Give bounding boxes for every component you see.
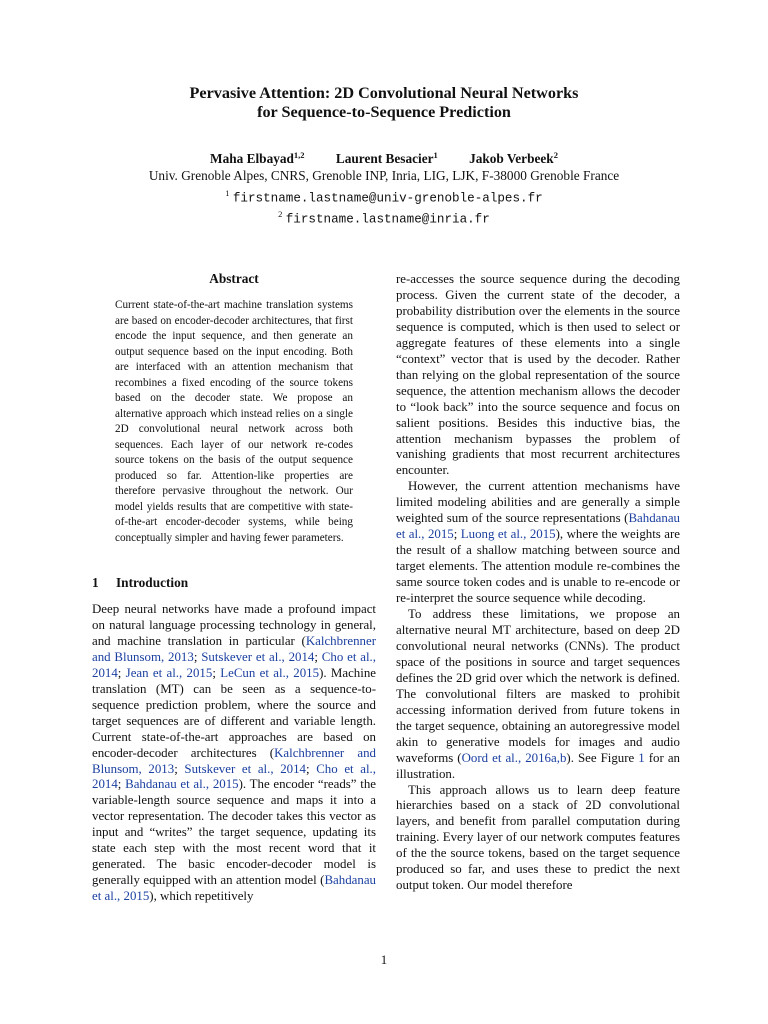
- author-3: Jakob Verbeek$^2$: [469, 150, 558, 167]
- author-list: [0, 150, 768, 167]
- title-line-2: for Sequence-to-Sequence Prediction: [257, 103, 511, 121]
- citation-link[interactable]: Cho et al., 2014: [92, 649, 376, 680]
- citation-link[interactable]: Bahdanau et al., 2015: [125, 777, 239, 792]
- email-1: $^1$ firstname.lastname@univ-grenoble-alpes.fr: [225, 187, 543, 205]
- section-number: 1: [92, 575, 99, 590]
- abstract-text: Current state-of-the-art machine translation systems are based on encoder-decoder architectures, that first encode the input sequence, and then generate an output sequence based on the input encoding. Both are interfaced with an attention mechanism that recombines a fixed encoding of the source tokens based on the decoder state. We propose an alternative approach which instead relies on a single 2D convolutional neural network across both sequences. Each layer of our network re-codes source tokens on the basis of the output sequence produced so far. Attention-like properties are therefore pervasive throughout the network. Our model yields results that are competitive with state-of-the-art encoder-decoder systems, while being conceptually simpler and having fewer parameters.: [115, 299, 353, 544]
- citation-link[interactable]: LeCun et al., 2015: [220, 665, 320, 680]
- figure-link[interactable]: 1: [638, 750, 645, 765]
- right-column: [396, 272, 680, 894]
- citation-link[interactable]: Bahdanau et al., 2015: [92, 873, 376, 904]
- page-number: 1: [380, 953, 388, 967]
- citation-link[interactable]: Oord et al., 2016a,b: [461, 750, 567, 765]
- author-2: Laurent Besacier$^1$: [335, 150, 438, 167]
- paragraph-1-continued: re-accesses the source sequence during the decoding process. Given the current state of the decoder, a probability distribution over the elements in the source sequence is computed, which is then used to select or aggregate features of these elements into a single “context” vector that is used by the decoder. Rather than relying on the global representation of the source sequence, the attention mechanism allows the decoder to “look back” into the source sequence and focus on salient positions. Besides this inductive bias, the attention mechanism bypasses the problem of vanishing gradients that most recurrent architectures encounter.: [396, 272, 680, 478]
- email-2: $^2$ firstname.lastname@inria.fr: [278, 209, 490, 227]
- paper-title: [0, 84, 768, 122]
- author-1: Maha Elbayad$^{1,2}$: [210, 150, 305, 167]
- citation-link[interactable]: Sutskever et al., 2014: [201, 649, 315, 664]
- citation-link[interactable]: Bahdanau et al., 2015: [396, 511, 680, 542]
- citation-link[interactable]: Cho et al., 2014: [92, 761, 376, 792]
- citation-link[interactable]: Jean et al., 2015: [125, 665, 213, 680]
- affiliation: Univ. Grenoble Alpes, CNRS, Grenoble INP, Inria, LIG, LJK, F-38000 Grenoble France: [148, 168, 620, 183]
- intro-paragraph-2: However, the current attention mechanisms have limited modeling abilities and are generally a simple weighted sum of the source representations (Bahdanau et al., 2015; Luong et al., 2015), where the weights are the result of a shallow matching between source and target elements. The attention module re-combines the same source token codes and is unable to re-encode or re-interpret the source sequence while decoding.: [396, 479, 680, 606]
- citation-link[interactable]: Kalchbrenner and Blunsom, 2013: [92, 745, 376, 776]
- affiliation-block: [0, 168, 768, 228]
- abstract-heading: Abstract: [209, 271, 259, 286]
- intro-paragraph-3: To address these limitations, we propose an alternative neural MT architecture, based on deep 2D convolutional neural networks (CNNs). The product space of the positions in source and target sequences defines the 2D grid over which the network is defined. The convolutional filters are masked to prohibit accessing information derived from future tokens in the target sequence, obtaining an autoregressive model akin to generative models for images and audio waveforms (Oord et al., 2016a,b). See Figure 1 for an illustration.: [396, 607, 680, 781]
- citation-link[interactable]: Kalchbrenner and Blunsom, 2013: [92, 633, 376, 664]
- left-column: [92, 602, 376, 905]
- citation-link[interactable]: Sutskever et al., 2014: [184, 761, 306, 776]
- paragraph-1-split: ), which repetitively: [149, 889, 254, 904]
- intro-paragraph-4: This approach allows us to learn deep feature hierarchies based on a stack of 2D convolutional layers, and benefit from parallel computation during training. Every layer of our network computes features of the the source tokens, based on the target sequence produced so far, and uses these to predict the next output token. Our model therefore: [396, 782, 680, 893]
- intro-paragraph-1: Deep neural networks have made a profound impact on natural language processing technology in general, and machine translation in particular (Kalchbrenner and Blunsom, 2013; Sutskever et al., 2014; Cho et al., 2014; Jean et al., 2015; LeCun et al., 2015). Machine translation (MT) can be seen as a sequence-to-sequence prediction problem, where the source and target sequences are of different and variable length. Current state-of-the-art approaches are based on encoder-decoder architectures (Kalchbrenner and Blunsom, 2013; Sutskever et al., 2014; Cho et al., 2014; Bahdanau et al., 2015). The encoder “reads” the variable-length source sequence and maps it into a vector representation. The decoder takes this vector as input and “writes” the target sequence, updating its state each step with the most recent word that it generated. The basic encoder-decoder model is generally equipped with an attention model (Bahdanau et al., 2015), which repetitively: [92, 602, 376, 904]
- section-title: Introduction: [116, 575, 189, 590]
- title-line-1: Pervasive Attention: 2D Convolutional Neural Networks: [189, 84, 579, 102]
- citation-link[interactable]: Luong et al., 2015: [460, 527, 556, 542]
- section-heading: [92, 575, 188, 591]
- intro-paragraph-1-cont: [396, 272, 680, 479]
